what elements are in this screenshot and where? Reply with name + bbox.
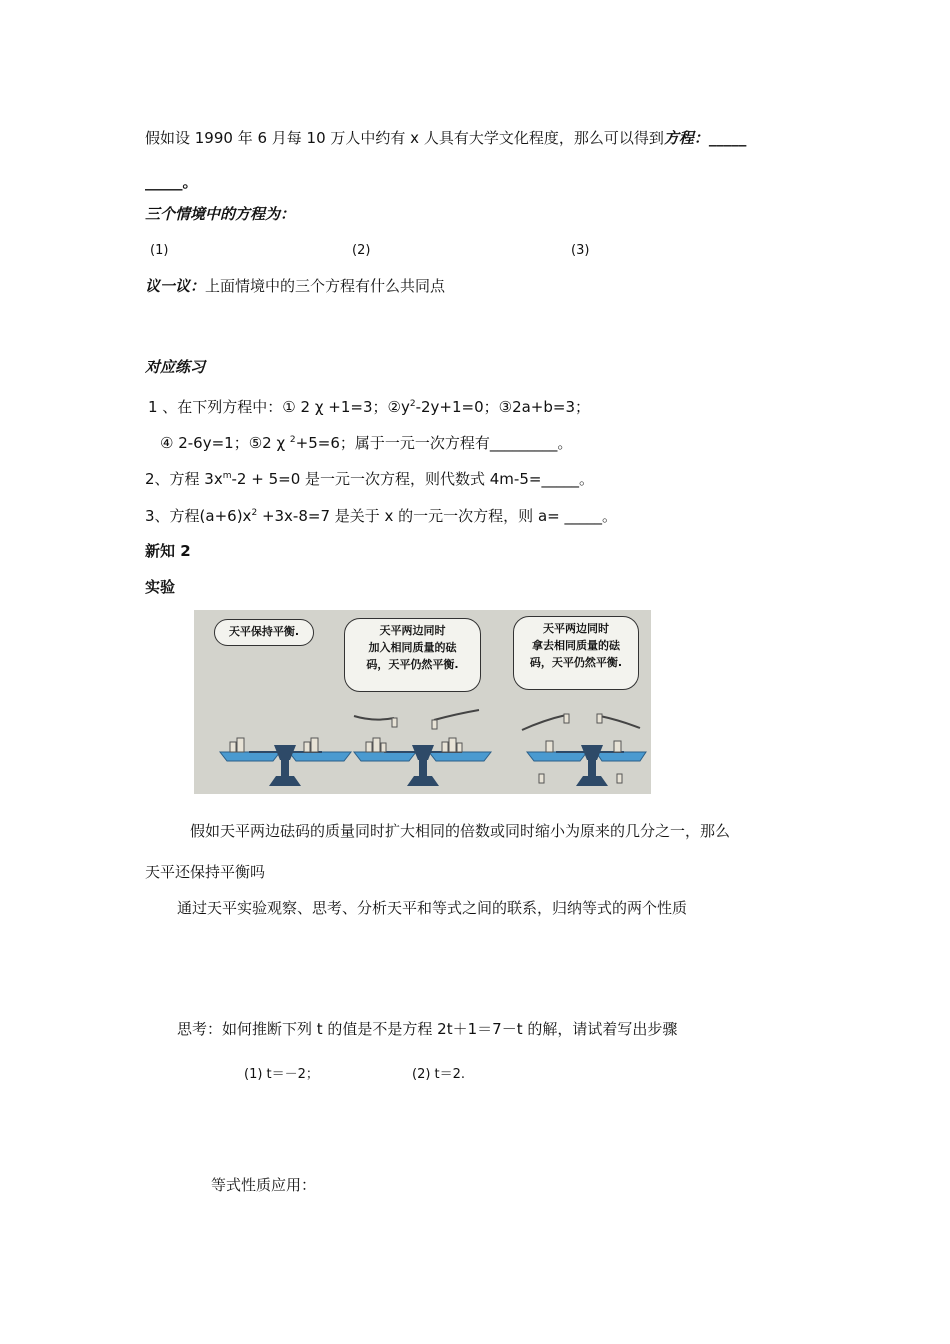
bubble-2: 天平两边同时 加入相同质量的砝 码，天平仍然平衡. [344, 618, 481, 692]
q3-text-b: +3x-8=7 是关于 x 的一元一次方程，则 a= _____。 [257, 507, 617, 525]
q2-text-a: 2、方程 3x [145, 470, 223, 488]
practice-q1-line2 [160, 433, 572, 453]
blank: _____ [145, 173, 183, 191]
q2-sup: m [222, 471, 232, 481]
experiment-heading: 实验 [145, 578, 176, 596]
q1-text-d: +5=6；属于一元一次方程有_________。 [295, 434, 573, 452]
balance-scale-2 [354, 710, 491, 786]
practice-heading: 对应练习 [145, 358, 206, 376]
equation-item-3: (3) [571, 243, 590, 258]
q1-sup-2: 2 [289, 435, 296, 445]
discuss-label: 议一议： [145, 277, 206, 295]
discuss-text: 上面情境中的三个方程有什么共同点 [205, 277, 446, 295]
equation-item-2: (2) [352, 243, 371, 258]
practice-q1-line1 [148, 397, 590, 417]
balance-scale-1 [220, 738, 351, 786]
paragraph-1-line-2: 天平还保持平衡吗 [145, 863, 266, 881]
discuss-line [145, 276, 445, 296]
think-question: 思考：如何推断下列 t 的值是不是方程 2t＋1＝7－t 的解，请试着写出步骤 [177, 1020, 678, 1038]
scenario-line-2 [145, 172, 198, 192]
think-option-1: (1) t＝－2； [244, 1067, 319, 1082]
balance-figure [194, 610, 651, 794]
balance-scale-3 [522, 714, 646, 786]
scenario-sentence: 假如设 1990 年 6 月每 10 万人中约有 x 人具有大学文化程度，那么可以得到 [145, 129, 664, 147]
bubble-3: 天平两边同时 拿去相同质量的砝 码，天平仍然平衡. [513, 616, 639, 690]
practice-q3 [145, 506, 617, 526]
q1-sup: 2 [409, 399, 416, 409]
equation-item-1: (1) [150, 243, 169, 258]
blank: _____ [708, 129, 747, 147]
scenario-line [145, 128, 746, 148]
paragraph-2: 通过天平实验观察、思考、分析天平和等式之间的联系，归纳等式的两个性质 [177, 899, 688, 917]
paragraph-1-line-1: 假如天平两边砝码的质量同时扩大相同的倍数或同时缩小为原来的几分之一，那么 [190, 822, 731, 840]
q3-sup: 2 [251, 508, 258, 518]
q3-text-a: 3、方程(a+6)x [145, 507, 252, 525]
new-knowledge-heading: 新知 2 [145, 542, 191, 560]
bubble-1: 天平保持平衡. [214, 619, 314, 646]
balance-scales-drawing [194, 610, 651, 794]
three-equations-heading: 三个情境中的方程为： [145, 205, 296, 223]
apply-heading: 等式性质应用： [211, 1176, 317, 1194]
practice-q2 [145, 469, 594, 489]
q2-text-b: -2 + 5=0 是一元一次方程，则代数式 4m-5=_____。 [231, 470, 594, 488]
q1-text-a: 1 、在下列方程中：① 2 χ +1=3；②y [148, 398, 410, 416]
equation-label: 方程： [663, 129, 709, 147]
q1-text-b: -2y+1=0；③2a+b=3； [415, 398, 591, 416]
q1-text-c: ④ 2-6y=1；⑤2 χ [160, 434, 290, 452]
period: 。 [182, 173, 198, 191]
think-option-2: (2) t＝2. [412, 1067, 466, 1082]
